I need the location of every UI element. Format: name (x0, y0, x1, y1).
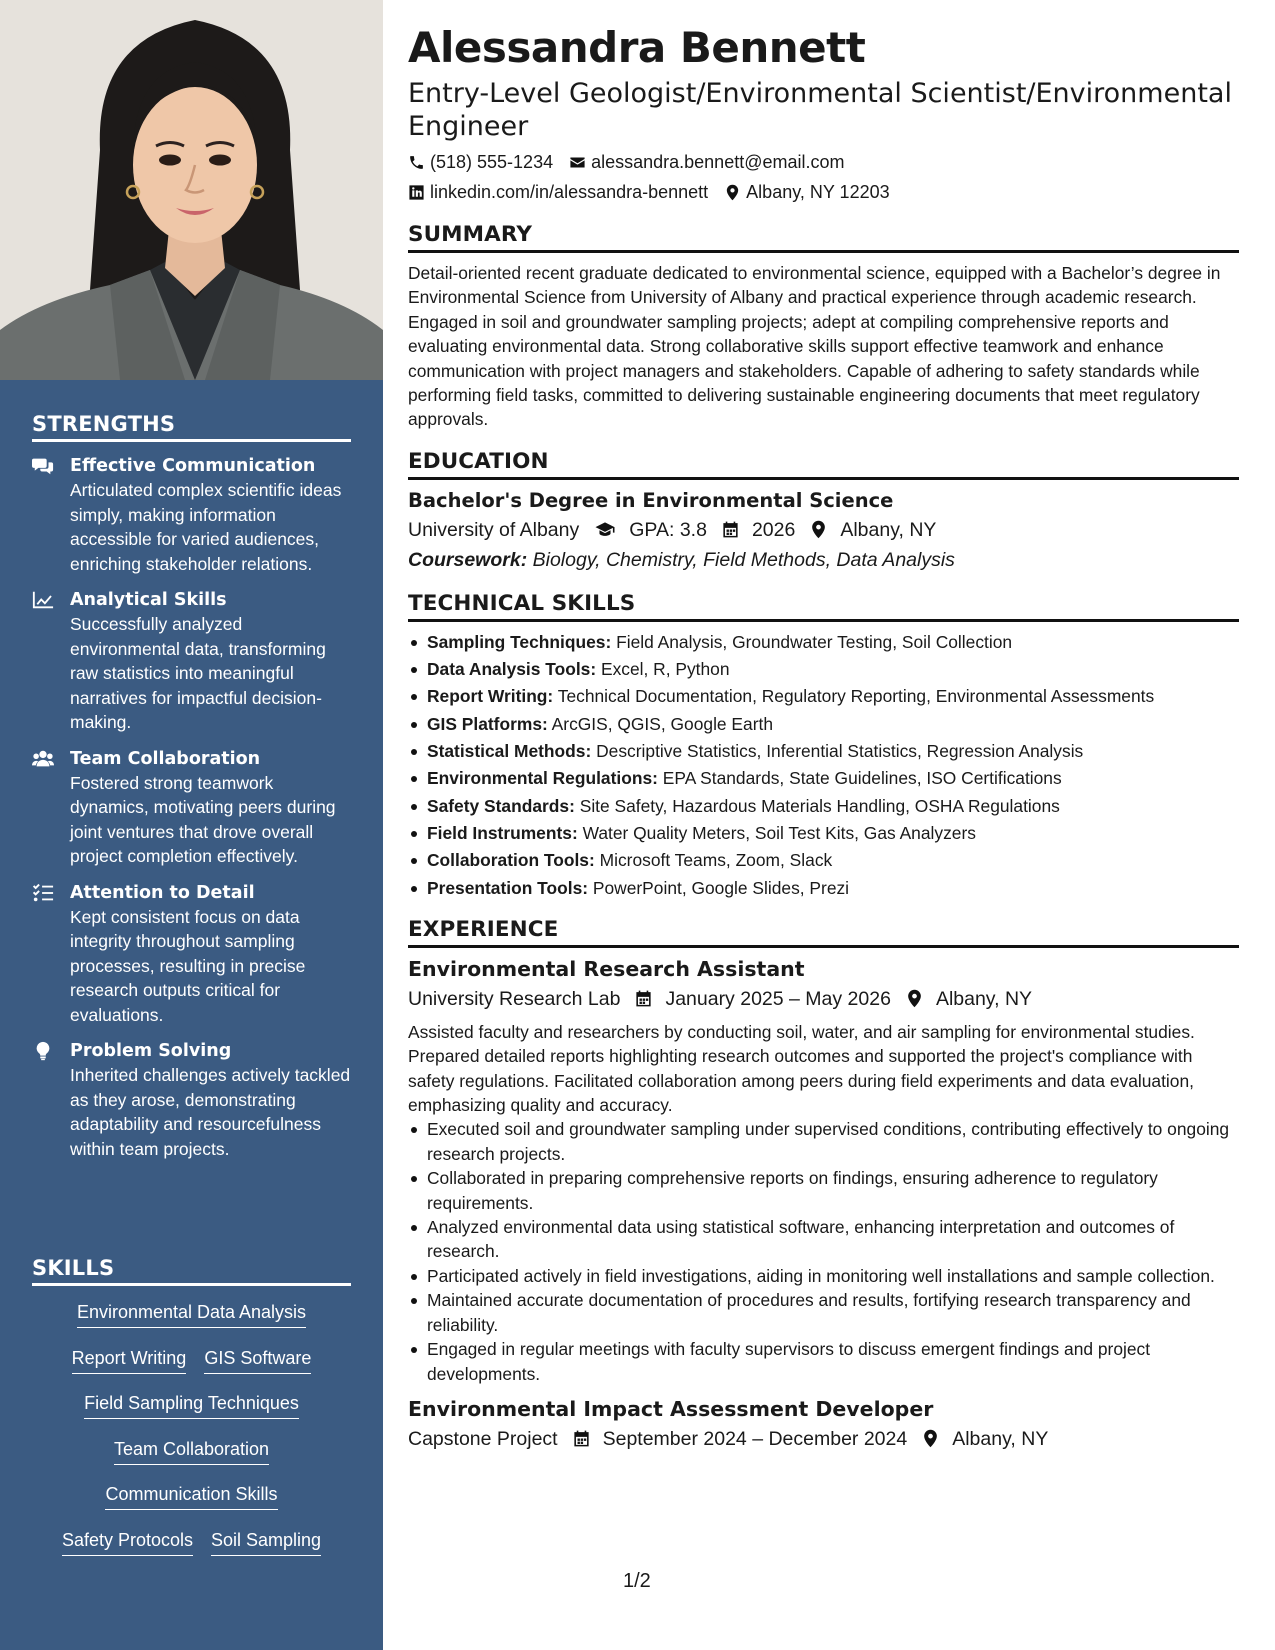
map-marker-icon (905, 989, 924, 1008)
strength-title: Attention to Detail (70, 882, 255, 903)
list-item: Engaged in regular meetings with faculty supervisors to discuss emergent findings and project developments. (408, 1337, 1239, 1386)
location-text: Albany, NY 12203 (746, 182, 890, 202)
strength-description: Fostered strong teamwork dynamics, motivating peers during joint ventures that drove overall project completion effectively. (70, 772, 336, 866)
graduation-cap-icon (593, 520, 617, 539)
strength-title: Analytical Skills (70, 590, 227, 610)
skill-tag: Team Collaboration (114, 1437, 269, 1465)
education-meta (408, 515, 1239, 545)
strength-description: Inherited challenges actively tackled as they arose, demonstrating adaptability and resourcefulness within team projects. (70, 1065, 351, 1159)
skill-tag: Field Sampling Techniques (84, 1391, 299, 1419)
coursework-list: Biology, Chemistry, Field Methods, Data Analysis (532, 548, 955, 571)
strengths-section (32, 412, 351, 1161)
list-item: Collaboration Tools: Microsoft Teams, Zoom, Slack (408, 847, 1239, 874)
strength-description: Successfully analyzed environmental data, transforming raw statistics into meaningful narratives for impactful decision-making. (70, 614, 326, 732)
map-marker-icon (921, 1429, 940, 1448)
job-dates: September 2024 – December 2024 (602, 1427, 908, 1450)
linkedin-text[interactable]: linkedin.com/in/alessandra-bennett (430, 182, 709, 202)
page-number: 1/2 (623, 1570, 651, 1592)
phone-text: (518) 555-1234 (430, 152, 554, 172)
list-item: Analyzed environmental data using statistical software, enhancing interpretation and outcomes of research. (408, 1215, 1239, 1264)
strengths-heading: STRENGTHS (32, 412, 351, 442)
job-title: Environmental Impact Assessment Developer (408, 1396, 934, 1421)
profile-photo (0, 0, 383, 380)
location-contact (724, 177, 889, 207)
coursework (408, 545, 1239, 575)
job-title: Environmental Research Assistant (408, 956, 805, 981)
strength-item (32, 454, 351, 576)
skill-tag: Safety Protocols (62, 1528, 193, 1556)
organization: Capstone Project (408, 1427, 558, 1450)
education-location: Albany, NY (840, 518, 937, 541)
education-heading: EDUCATION (408, 448, 1239, 480)
checklist-icon (32, 881, 70, 1028)
technical-skills-list (408, 629, 1239, 902)
experience-section (408, 916, 1239, 1454)
technical-skills-section (408, 590, 1239, 902)
experience-entry (408, 1394, 1239, 1454)
contact-row (408, 147, 1239, 177)
job-description: Assisted faculty and researchers by conducting soil, water, and air sampling for environmental studies. Prepared detailed reports highlighting research outcomes and supported the project's compliance with safety regulations. Facilitated collaboration among peers during field experiments and data evaluation, emphasizing quality and accuracy. (408, 1021, 1195, 1116)
list-item: Presentation Tools: PowerPoint, Google Slides, Prezi (408, 875, 1239, 902)
experience-entry (408, 954, 1239, 1386)
calendar-icon (721, 520, 740, 539)
skill-tag: Report Writing (72, 1346, 187, 1374)
sidebar (0, 0, 383, 1650)
coursework-label: Coursework: (408, 548, 528, 571)
calendar-icon (634, 989, 653, 1008)
candidate-name: Alessandra Bennett (408, 23, 866, 72)
job-meta (408, 984, 1239, 1014)
chart-line-icon (32, 588, 70, 735)
list-item: Field Instruments: Water Quality Meters, Soil Test Kits, Gas Analyzers (408, 820, 1239, 847)
technical-skills-heading: TECHNICAL SKILLS (408, 590, 1239, 622)
lightbulb-icon (32, 1039, 70, 1161)
email-contact[interactable] (569, 147, 844, 177)
gpa-text: GPA: 3.8 (629, 518, 707, 541)
map-marker-icon (724, 184, 741, 201)
strength-description: Articulated complex scientific ideas simply, making information accessible for varied audiences, enriching stakeholder relations. (70, 480, 342, 574)
job-dates: January 2025 – May 2026 (665, 987, 891, 1010)
organization: University Research Lab (408, 987, 621, 1010)
strength-description: Kept consistent focus on data integrity throughout sampling processes, resulting in precise research outputs critical for evaluations. (70, 906, 306, 1025)
map-marker-icon (809, 520, 828, 539)
list-item: Participated actively in field investigations, aiding in monitoring well installations and sample collection. (408, 1264, 1239, 1288)
main-content (408, 20, 1239, 1454)
linkedin-contact[interactable] (408, 177, 708, 207)
list-item: Maintained accurate documentation of procedures and results, fortifying research transparency and reliability. (408, 1288, 1239, 1337)
graduation-year: 2026 (751, 518, 796, 541)
strength-item (32, 881, 351, 1028)
strength-title: Team Collaboration (70, 748, 261, 769)
strength-item (32, 1039, 351, 1161)
comments-icon (32, 454, 70, 576)
list-item: Data Analysis Tools: Excel, R, Python (408, 656, 1239, 683)
skills-section (32, 1256, 351, 1573)
phone-icon (408, 154, 425, 171)
skills-list (32, 1300, 351, 1573)
skill-tag: Environmental Data Analysis (77, 1300, 306, 1328)
degree-title: Bachelor's Degree in Environmental Science (408, 488, 894, 512)
list-item: GIS Platforms: ArcGIS, QGIS, Google Earth (408, 711, 1239, 738)
skills-heading: SKILLS (32, 1256, 351, 1286)
users-icon (32, 747, 70, 869)
job-location: Albany, NY (935, 987, 1033, 1010)
summary-text: Detail-oriented recent graduate dedicated to environmental science, equipped with a Bachelor’s degree in Environmental Science from University of Albany and practical experience through academic research. Engaged in soil and groundwater sampling projects; adept at compiling comprehensive reports and evaluating environmental data. Strong collaborative skills support effective teamwork and enhance communication with project managers and stakeholders. Capable of adhering to safety standards while performing field tasks, committed to delivering sustainable engineering documents that meet regulatory approvals. (408, 263, 1221, 430)
email-text[interactable]: alessandra.bennett@email.com (591, 152, 845, 172)
list-item: Report Writing: Technical Documentation, Regulatory Reporting, Environmental Assessments (408, 683, 1239, 710)
strength-title: Effective Communication (70, 456, 316, 476)
list-item: Statistical Methods: Descriptive Statistics, Inferential Statistics, Regression Analysis (408, 738, 1239, 765)
education-section (408, 448, 1239, 575)
calendar-icon (572, 1429, 591, 1448)
envelope-icon (569, 154, 586, 171)
strength-item (32, 747, 351, 869)
job-meta (408, 1424, 1239, 1454)
list-item: Sampling Techniques: Field Analysis, Groundwater Testing, Soil Collection (408, 629, 1239, 656)
strength-item (32, 588, 351, 735)
list-item: Collaborated in preparing comprehensive reports on findings, ensuring adherence to regulatory requirements. (408, 1166, 1239, 1215)
skill-tag: Communication Skills (105, 1482, 277, 1510)
profile-photo-illustration (0, 0, 383, 380)
skill-tag: GIS Software (204, 1346, 311, 1374)
list-item: Executed soil and groundwater sampling under supervised conditions, contributing effectively to ongoing research projects. (408, 1117, 1239, 1166)
job-target-title: Entry-Level Geologist/Environmental Scientist/Environmental Engineer (408, 78, 1232, 142)
skill-tag: Soil Sampling (211, 1528, 321, 1556)
experience-heading: EXPERIENCE (408, 916, 1239, 948)
school-name: University of Albany (408, 518, 580, 541)
linkedin-icon (408, 184, 425, 201)
list-item: Safety Standards: Site Safety, Hazardous Materials Handling, OSHA Regulations (408, 793, 1239, 820)
strength-title: Problem Solving (70, 1041, 232, 1061)
list-item: Environmental Regulations: EPA Standards, State Guidelines, ISO Certifications (408, 765, 1239, 792)
summary-heading: SUMMARY (408, 221, 1239, 253)
job-location: Albany, NY (952, 1427, 1049, 1450)
job-bullets (408, 1117, 1239, 1385)
phone-contact (408, 147, 553, 177)
contact-row (408, 177, 1239, 207)
summary-section (408, 221, 1239, 432)
